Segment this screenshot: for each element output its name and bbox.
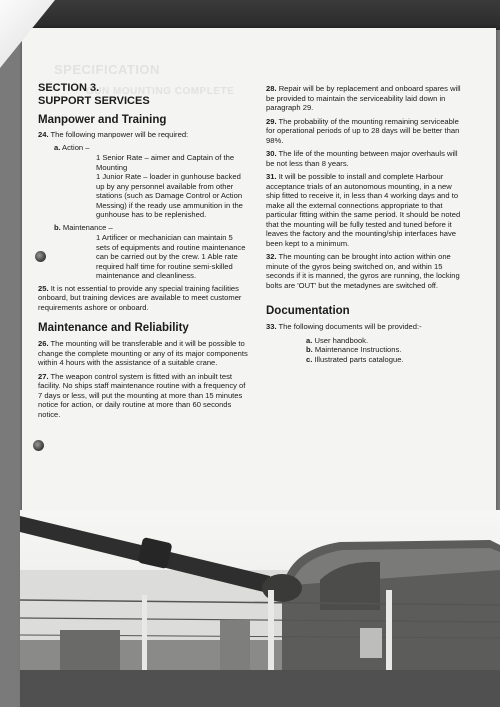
item-text: Maintenance Instructions. (314, 345, 402, 354)
item-label: c. (306, 354, 313, 364)
paragraph-32 (266, 252, 466, 290)
item-text: Illustrated parts catalogue. (314, 354, 404, 364)
gun-turret-illustration (20, 510, 500, 707)
document-item-maintenance-instructions (306, 345, 466, 355)
paragraph-24 (38, 130, 248, 140)
paragraph-25 (38, 284, 248, 313)
paragraph-text: The mounting will be transferable and it will be possible to change the complete mounting or any of its major components within 4 hours with the assistance of a suitable crane. (38, 339, 248, 367)
ghost-heading: SPECIFICATION (54, 62, 160, 77)
paragraph-28 (266, 84, 466, 113)
section-title: SUPPORT SERVICES (38, 95, 150, 107)
item-label: a. (54, 142, 61, 152)
paragraph-number: 27. (38, 371, 49, 381)
scanner-top-edge (0, 0, 500, 30)
rail-post (268, 590, 274, 672)
section-number: SECTION 3. (38, 82, 100, 94)
paragraph-text: Repair will be by replacement and onboard spares will be provided to maintain the serviceability laid down in paragraph 29. (266, 84, 461, 112)
paragraph-text: It will be possible to install and complete Harbour acceptance trials of an autonomous mounting, in a new ship fitted to receive it, in less than 4 working days and to make all the external connections appropriate to that particular fitting within the same period. It should be noted that the mounting will be fully tested and tuned before it leaves the factory and the mounting/ship interfaces have been kept to a minimum. (266, 172, 461, 248)
ghost-subheading: GUN MOUNTING COMPLETE (86, 86, 235, 97)
left-column (38, 82, 248, 419)
item-label: b. (54, 222, 61, 232)
paragraph-30 (266, 149, 466, 168)
punch-hole-lower (33, 440, 44, 451)
paragraph-number: 28. (266, 84, 277, 93)
item-label: a. (306, 335, 313, 345)
item-b-artificer: 1 Artificer or mechanician can maintain 5 sets of equipments and routine maintenance can be carried out by the crew. 1 Able rate required half time for routine semi-skilled maintenance and cleanliness. (96, 233, 246, 280)
paragraph-text: It is not essential to provide any special training facilities onboard, but training devices are available to meet customer requirements ashore or onboard. (38, 283, 242, 312)
documentation-heading: Documentation (266, 305, 350, 317)
item-b-title (54, 223, 248, 233)
manpower-heading: Manpower and Training (38, 114, 167, 126)
document-item-user-handbook (306, 336, 466, 346)
item-a-senior-rate: 1 Senior Rate – aimer and Captain of the Mounting (96, 153, 235, 172)
paragraph-text: The following documents will be provided:- (278, 322, 422, 331)
paragraph-26 (38, 339, 248, 368)
deck-box (360, 628, 382, 658)
paragraph-number: 29. (266, 116, 277, 126)
paragraph-text: The life of the mounting between major overhauls will be not less than 8 years. (266, 149, 458, 168)
paragraph-number: 31. (266, 172, 277, 181)
document-item-parts-catalogue (306, 355, 466, 365)
barrel-sleeve (137, 537, 172, 569)
paragraph-number: 30. (266, 149, 277, 158)
item-a-title (54, 143, 248, 153)
right-column (266, 84, 466, 364)
paragraph-number: 26. (38, 339, 49, 348)
paragraph-number: 33. (266, 322, 277, 331)
item-title: Maintenance – (62, 222, 113, 232)
paragraph-text: The probability of the mounting remaining serviceable for operational periods of up to 28 days will be better than 98%. (266, 116, 460, 145)
paragraph-number: 32. (266, 252, 277, 261)
rail-post (386, 590, 392, 672)
item-text: User handbook. (314, 335, 369, 345)
punch-hole-upper (35, 251, 46, 262)
paragraph-33 (266, 322, 466, 332)
item-label: b. (306, 345, 313, 354)
item-a-junior-rate: 1 Junior Rate – loader in gunhouse backed up by any personnel available from other stations (such as Damage Control or Action Messing) if the ready use ammunition in the gunhouse has to be replenished. (96, 172, 243, 219)
paragraph-27 (38, 372, 248, 420)
gun-turret-photo (20, 510, 500, 707)
maintenance-heading: Maintenance and Reliability (38, 322, 189, 334)
paragraph-number: 24. (38, 130, 49, 139)
paragraph-text: The following manpower will be required: (50, 130, 189, 139)
paragraph-31 (266, 172, 466, 248)
item-title: Action – (62, 142, 90, 152)
paragraph-29 (266, 117, 466, 146)
deck-edge (20, 670, 500, 707)
rail-post (142, 595, 147, 670)
deck-figure (220, 620, 250, 670)
paragraph-text: The mounting can be brought into action within one minute of the gyros being switched on, and within 15 seconds if it is manned, the gyros are running, the locking bolts are 'OUT' but the metadynes are switched off. (266, 252, 460, 290)
paragraph-number: 25. (38, 283, 49, 293)
paragraph-text: The weapon control system is fitted with an inbuilt test facility. No ships staff maintenance routine with a frequency of 7 days or less, will put the mounting at more than 15 minutes notice for action, or daily routine at more than 60 seconds notice. (38, 371, 246, 419)
deck-structure (60, 630, 120, 670)
